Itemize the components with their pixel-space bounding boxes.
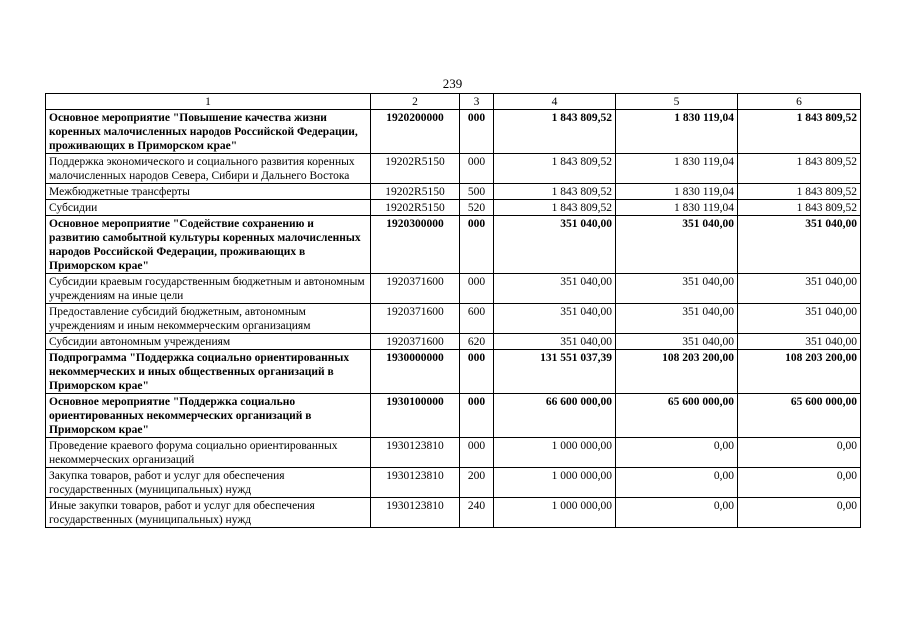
row-value-3: 0,00 (738, 468, 861, 498)
row-type: 000 (460, 350, 494, 394)
budget-table (45, 93, 861, 528)
row-value-2: 351 040,00 (616, 334, 738, 350)
row-value-3: 351 040,00 (738, 334, 861, 350)
row-value-1: 351 040,00 (494, 304, 616, 334)
row-value-3: 0,00 (738, 498, 861, 528)
row-type: 520 (460, 200, 494, 216)
header-cell-code: 2 (371, 94, 460, 110)
row-value-1: 1 000 000,00 (494, 438, 616, 468)
row-code: 19202R5150 (371, 154, 460, 184)
row-name: Субсидии краевым государственным бюджетным и автономным учреждениям на иные цели (46, 274, 371, 304)
table-row (46, 468, 861, 498)
row-value-1: 351 040,00 (494, 216, 616, 274)
row-type: 000 (460, 394, 494, 438)
row-value-2: 351 040,00 (616, 274, 738, 304)
row-code: 1930123810 (371, 468, 460, 498)
row-code: 1920371600 (371, 334, 460, 350)
table-row (46, 200, 861, 216)
row-type: 000 (460, 438, 494, 468)
row-type: 000 (460, 110, 494, 154)
row-code: 1930100000 (371, 394, 460, 438)
row-name: Подпрограмма "Поддержка социально ориентированных некоммерческих и иных общественных организаций в Приморском крае" (46, 350, 371, 394)
row-value-3: 0,00 (738, 438, 861, 468)
row-value-3: 65 600 000,00 (738, 394, 861, 438)
row-type: 500 (460, 184, 494, 200)
row-value-1: 1 843 809,52 (494, 110, 616, 154)
row-code: 1920371600 (371, 304, 460, 334)
row-code: 1930123810 (371, 438, 460, 468)
table-header-row (46, 94, 861, 110)
row-type: 000 (460, 216, 494, 274)
row-name: Основное мероприятие "Повышение качества жизни коренных малочисленных народов Российской Федерации, проживающих в Приморском крае" (46, 110, 371, 154)
table-row (46, 438, 861, 468)
row-type: 240 (460, 498, 494, 528)
row-name: Основное мероприятие "Содействие сохранению и развитию самобытной культуры коренных малочисленных народов Российской Федерации, проживающих в Приморском крае" (46, 216, 371, 274)
row-value-3: 1 843 809,52 (738, 200, 861, 216)
row-value-1: 351 040,00 (494, 334, 616, 350)
row-value-1: 131 551 037,39 (494, 350, 616, 394)
table-row (46, 110, 861, 154)
row-value-2: 108 203 200,00 (616, 350, 738, 394)
row-value-1: 1 843 809,52 (494, 200, 616, 216)
table-row (46, 274, 861, 304)
table-row (46, 216, 861, 274)
row-value-2: 351 040,00 (616, 216, 738, 274)
row-value-2: 1 830 119,04 (616, 110, 738, 154)
row-value-2: 1 830 119,04 (616, 184, 738, 200)
table-row (46, 394, 861, 438)
row-name: Субсидии автономным учреждениям (46, 334, 371, 350)
row-code: 19202R5150 (371, 184, 460, 200)
row-name: Закупка товаров, работ и услуг для обеспечения государственных (муниципальных) нужд (46, 468, 371, 498)
row-code: 1920371600 (371, 274, 460, 304)
row-code: 1920200000 (371, 110, 460, 154)
row-value-1: 1 843 809,52 (494, 154, 616, 184)
row-value-1: 1 843 809,52 (494, 184, 616, 200)
row-type: 000 (460, 154, 494, 184)
page-number: 239 (442, 76, 463, 91)
header-cell-name: 1 (46, 94, 371, 110)
row-value-3: 351 040,00 (738, 274, 861, 304)
table-row (46, 154, 861, 184)
row-value-2: 0,00 (616, 498, 738, 528)
table-row (46, 350, 861, 394)
row-name: Основное мероприятие "Поддержка социально ориентированных некоммерческих организаций в Приморском крае" (46, 394, 371, 438)
row-value-2: 351 040,00 (616, 304, 738, 334)
row-name: Субсидии (46, 200, 371, 216)
row-type: 600 (460, 304, 494, 334)
row-code: 1930000000 (371, 350, 460, 394)
row-value-1: 1 000 000,00 (494, 498, 616, 528)
row-name: Межбюджетные трансферты (46, 184, 371, 200)
row-value-2: 65 600 000,00 (616, 394, 738, 438)
row-value-2: 0,00 (616, 438, 738, 468)
header-cell-type: 3 (460, 94, 494, 110)
row-type: 000 (460, 274, 494, 304)
header-cell-value-1: 4 (494, 94, 616, 110)
row-value-3: 108 203 200,00 (738, 350, 861, 394)
row-value-3: 351 040,00 (738, 216, 861, 274)
row-value-2: 1 830 119,04 (616, 200, 738, 216)
table-row (46, 498, 861, 528)
row-value-3: 1 843 809,52 (738, 184, 861, 200)
row-name: Иные закупки товаров, работ и услуг для обеспечения государственных (муниципальных) нужд (46, 498, 371, 528)
header-cell-value-3: 6 (738, 94, 861, 110)
row-name: Предоставление субсидий бюджетным, автономным учреждениям и иным некоммерческим организациям (46, 304, 371, 334)
header-cell-value-2: 5 (616, 94, 738, 110)
row-value-1: 66 600 000,00 (494, 394, 616, 438)
row-type: 620 (460, 334, 494, 350)
table-row (46, 304, 861, 334)
row-code: 19202R5150 (371, 200, 460, 216)
row-value-1: 351 040,00 (494, 274, 616, 304)
table-row (46, 184, 861, 200)
row-value-3: 1 843 809,52 (738, 110, 861, 154)
row-code: 1920300000 (371, 216, 460, 274)
row-name: Поддержка экономического и социального развития коренных малочисленных народов Севера, Сибири и Дальнего Востока (46, 154, 371, 184)
row-value-2: 0,00 (616, 468, 738, 498)
row-value-1: 1 000 000,00 (494, 468, 616, 498)
row-code: 1930123810 (371, 498, 460, 528)
row-name: Проведение краевого форума социально ориентированных некоммерческих организаций (46, 438, 371, 468)
row-value-2: 1 830 119,04 (616, 154, 738, 184)
row-value-3: 1 843 809,52 (738, 154, 861, 184)
row-value-3: 351 040,00 (738, 304, 861, 334)
table-row (46, 334, 861, 350)
row-type: 200 (460, 468, 494, 498)
